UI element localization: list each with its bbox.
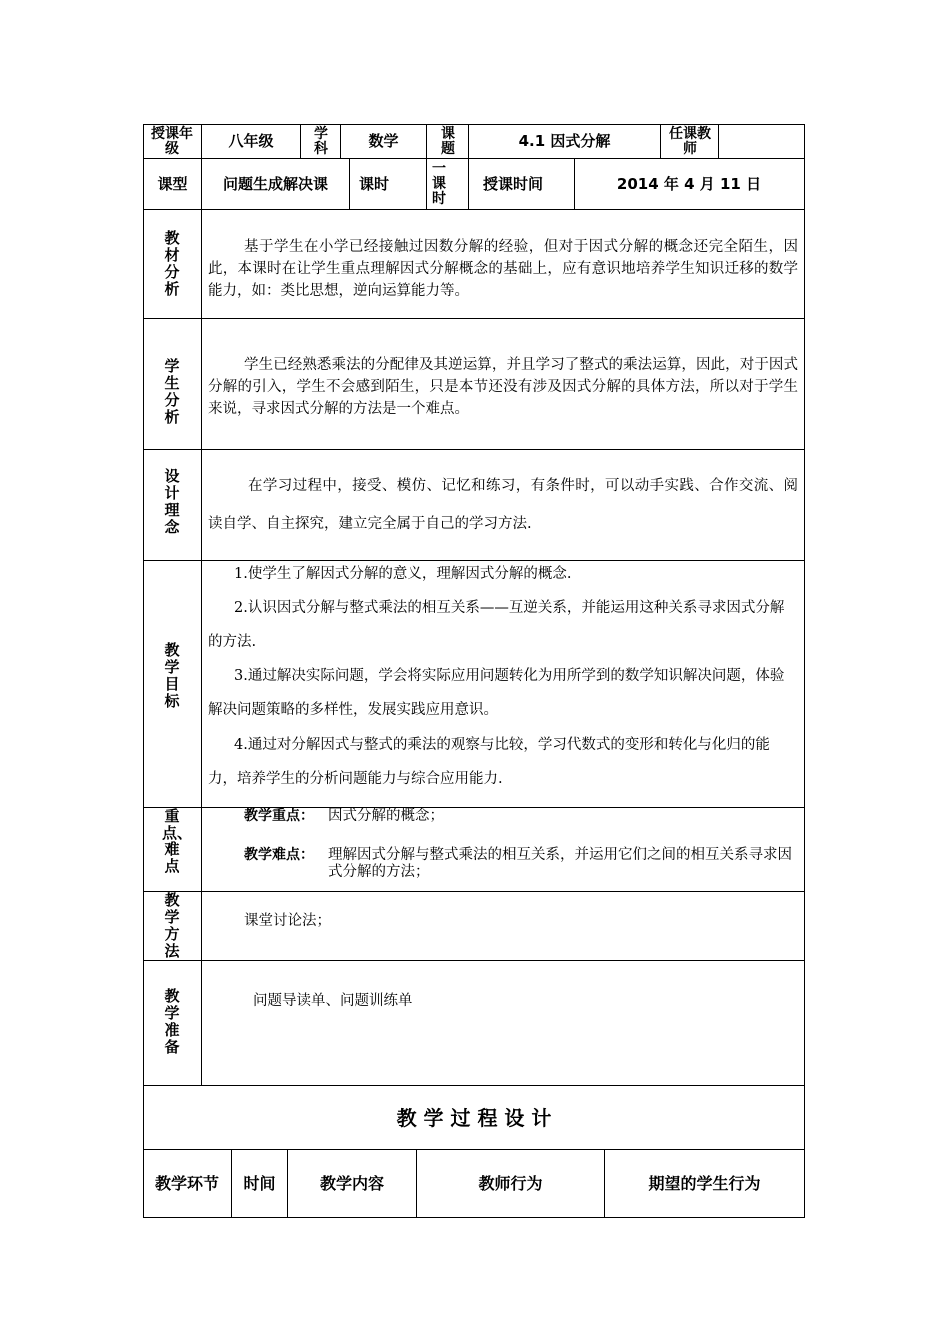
type-value: 问题生成解决课: [222, 174, 328, 193]
period-value: 一课时: [432, 160, 446, 207]
subject-label: 学科: [314, 125, 328, 157]
date-label: 授课时间: [482, 174, 543, 193]
col-student: 期望的学生行为: [648, 1174, 761, 1193]
prep-label: 教学准备: [164, 987, 180, 1056]
prep-text: 问题导读单、问题训练单: [253, 993, 413, 1009]
prep-row: [143, 960, 805, 1086]
objective-item-2: 2.认识因式分解与整式乘法的相互关系——互逆关系，并能运用这种关系寻求因式分解的方法.: [208, 600, 785, 650]
student-label: 学生分析: [164, 357, 180, 426]
material-label: 教材分析: [164, 229, 180, 298]
design-label: 设计理念: [164, 467, 180, 536]
focus-label: 教学重点：: [244, 808, 314, 824]
method-text: 课堂讨论法；: [244, 913, 331, 929]
teacher-value: [720, 124, 804, 159]
topic-value: 4.1 因式分解: [518, 132, 611, 150]
objectives-label: 教学目标: [164, 641, 180, 710]
grade-value: 八年级: [228, 132, 274, 150]
col-content: 教学内容: [319, 1174, 384, 1193]
grade-label: 授课年级: [151, 125, 193, 157]
objective-item-1: 1.使学生了解因式分解的意义，理解因式分解的概念.: [234, 566, 572, 582]
teacher-label: 任课教师: [669, 125, 711, 157]
type-label: 课型: [157, 174, 188, 193]
difficulty-text: 理解因式分解与整式乘法的相互关系，并运用它们之间的相互关系寻求因式分解的方法；: [328, 847, 792, 880]
topic-label: 课题: [441, 125, 455, 157]
objective-item-3: 3.通过解决实际问题，学会将实际应用问题转化为用所学到的数学知识解决问题，体验解决问题策略的多样性，发展实践应用意识。: [208, 668, 785, 718]
method-label: 教学方法: [164, 891, 180, 960]
col-stage: 教学环节: [154, 1173, 219, 1193]
process-title: 教 学 过 程 设 计: [396, 1105, 552, 1130]
difficulty-label: 教学难点：: [244, 847, 314, 863]
keypoints-label: 重点、难点: [162, 807, 193, 875]
date-value: 2014 年 4 月 11 日: [616, 174, 762, 193]
col-teacher: 教师行为: [478, 1174, 543, 1193]
subject-value: 数学: [368, 132, 399, 150]
student-text: 学生已经熟悉乘法的分配律及其逆运算，并且学习了整式的乘法运算，因此，对于因式分解的引入，学生不会感到陌生，只是本节还没有涉及因式分解的具体方法，所以对于学生来说，寻求因式分解的方法是一个难点。: [208, 357, 798, 417]
design-text: 在学习过程中，接受、模仿、记忆和练习，有条件时，可以动手实践、合作交流、阅读自学、自主探究，建立完全属于自己的学习方法.: [208, 478, 798, 532]
material-text: 基于学生在小学已经接触过因数分解的经验，但对于因式分解的概念还完全陌生，因此，本课时在让学生重点理解因式分解概念的基础上，应有意识地培养学生知识迁移的数学能力，如：类比思想，逆向运算能力等。: [208, 239, 798, 299]
period-label: 课时: [358, 174, 389, 193]
col-time: 时间: [243, 1174, 276, 1193]
objective-item-4: 4.通过对分解因式与整式的乘法的观察与比较，学习代数式的变形和转化与化归的能力，培养学生的分析问题能力与综合应用能力.: [208, 737, 770, 787]
focus-text: 因式分解的概念；: [328, 808, 444, 824]
